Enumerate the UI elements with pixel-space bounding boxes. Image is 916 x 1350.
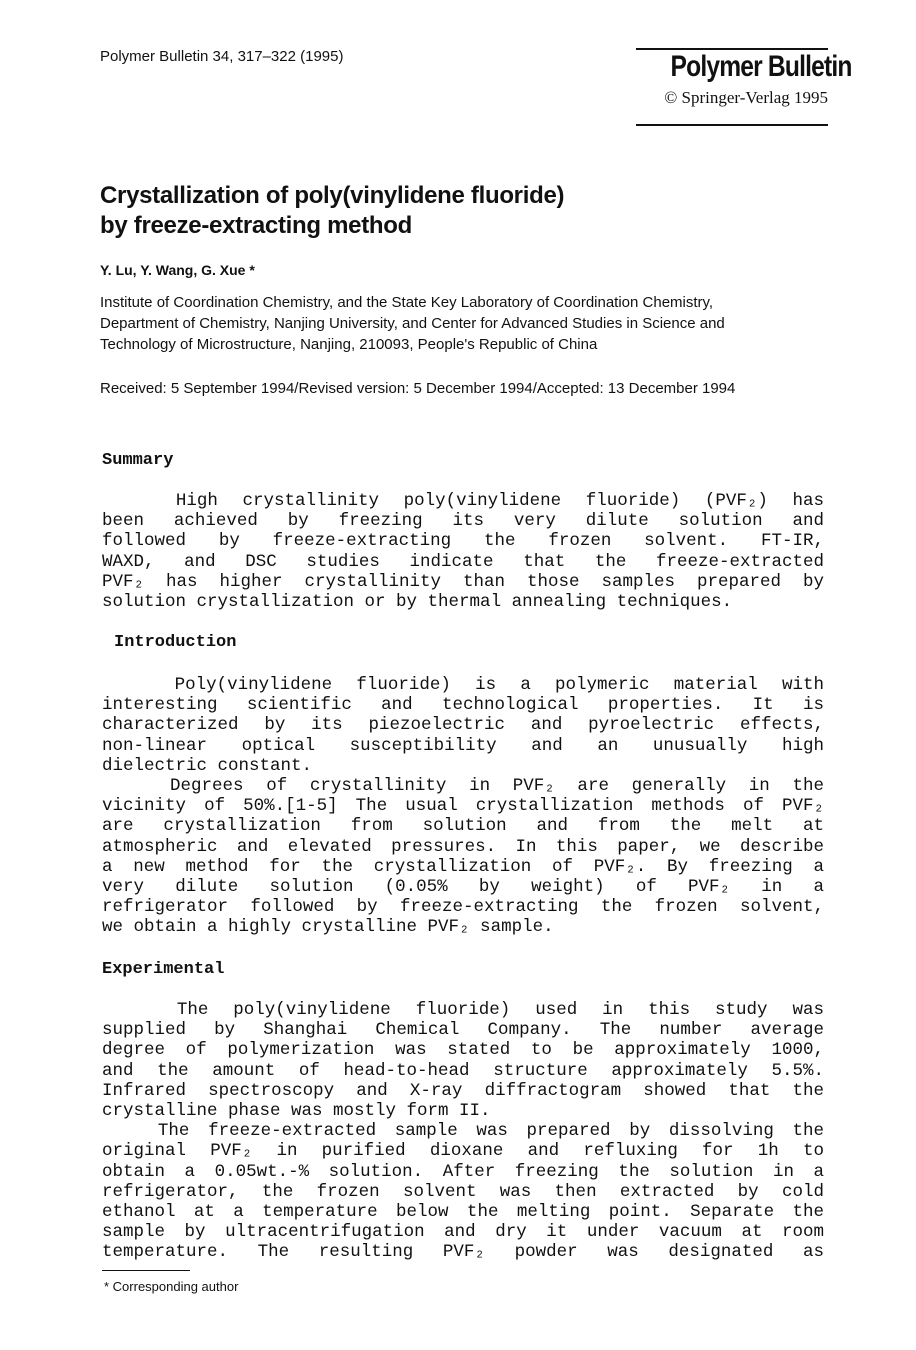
text-line: ethanol at a temperature below the melting point. Separate the xyxy=(102,1201,824,1222)
text-line: WAXD, and DSC studies indicate that the freeze-extracted xyxy=(102,551,824,572)
text-line: vicinity of 50%.[1-5] The usual crystallization methods of PVF₂ xyxy=(102,796,824,817)
journal-citation: Polymer Bulletin 34, 317–322 (1995) xyxy=(100,48,344,65)
introduction-heading: Introduction xyxy=(114,633,237,652)
journal-name: Polymer Bulletin xyxy=(670,50,852,83)
text-line: very dilute solution (0.05% by weight) of PVF₂ in a xyxy=(102,876,824,897)
text-line: a new method for the crystallization of PVF₂. By freezing a xyxy=(102,856,824,877)
affiliation xyxy=(100,292,860,355)
article-title xyxy=(100,181,564,241)
footnote-rule xyxy=(102,1270,190,1271)
masthead-bottom-rule xyxy=(636,124,828,126)
text-line: atmospheric and elevated pressures. In this paper, we describe xyxy=(102,836,824,857)
text-line: PVF₂ has higher crystallinity than those samples prepared by xyxy=(102,571,824,592)
publisher-copyright: © Springer-Verlag 1995 xyxy=(664,88,828,107)
submission-dates: Received: 5 September 1994/Revised version: 5 December 1994/Accepted: 13 December 1994 xyxy=(100,380,736,397)
title-line: by freeze-extracting method xyxy=(100,212,412,239)
masthead-top-rule xyxy=(636,48,828,50)
text-line: refrigerator, the frozen solvent was then extracted by cold xyxy=(102,1181,824,1202)
text-line: characterized by its piezoelectric and pyroelectric effects, xyxy=(102,715,824,736)
text-line: and the amount of head-to-head structure approximately 5.5%. xyxy=(102,1060,824,1081)
text-line: followed by freeze-extracting the frozen solvent. FT-IR, xyxy=(102,531,824,552)
summary-heading: Summary xyxy=(102,451,174,470)
experimental-text xyxy=(102,1000,824,1262)
text-line: The poly(vinylidene fluoride) used in this study was xyxy=(102,1000,824,1020)
affiliation-line: Department of Chemistry, Nanjing University, and Center for Advanced Studies in Science and xyxy=(100,315,725,332)
text-line: obtain a 0.05wt.-% solution. After freezing the solution in a xyxy=(102,1161,824,1182)
text-line: degree of polymerization was stated to be approximately 1000, xyxy=(102,1040,824,1061)
text-line: supplied by Shanghai Chemical Company. The number average xyxy=(102,1020,824,1041)
title-line: Crystallization of poly(vinylidene fluoride) xyxy=(100,182,565,209)
affiliation-line: Technology of Microstructure, Nanjing, 210093, People's Republic of China xyxy=(100,336,598,353)
summary-text xyxy=(102,491,824,612)
journal-masthead xyxy=(636,50,852,108)
text-line: refrigerator followed by freeze-extracting the frozen solvent, xyxy=(102,897,824,918)
text-line: Poly(vinylidene fluoride) is a polymeric material with xyxy=(102,675,824,695)
text-line: we obtain a highly crystalline PVF₂ sample. xyxy=(102,917,554,938)
text-line: Degrees of crystallinity in PVF₂ are generally in the xyxy=(102,775,824,796)
footnote: * Corresponding author xyxy=(104,1279,239,1294)
text-line: interesting scientific and technological properties. It is xyxy=(102,695,824,716)
text-line: non-linear optical susceptibility and an unusually high xyxy=(102,735,824,756)
text-line: sample by ultracentrifugation and dry it under vacuum at room xyxy=(102,1222,824,1243)
text-line: crystalline phase was mostly form II. xyxy=(102,1100,491,1121)
text-line: original PVF₂ in purified dioxane and refluxing for 1h to xyxy=(102,1141,824,1162)
text-line: temperature. The resulting PVF₂ powder was designated as xyxy=(102,1242,824,1263)
text-line: Infrared spectroscopy and X-ray diffractogram showed that the xyxy=(102,1080,824,1101)
author-list: Y. Lu, Y. Wang, G. Xue * xyxy=(100,262,255,278)
text-line: High crystallinity poly(vinylidene fluoride) (PVF₂) has xyxy=(102,491,824,511)
text-line: are crystallization from solution and from the melt at xyxy=(102,816,824,837)
text-line: solution crystallization or by thermal annealing techniques. xyxy=(102,591,733,612)
text-line: been achieved by freezing its very dilute solution and xyxy=(102,511,824,532)
text-line: dielectric constant. xyxy=(102,755,313,776)
introduction-text xyxy=(102,675,824,937)
experimental-heading: Experimental xyxy=(102,960,225,979)
text-line: The freeze-extracted sample was prepared by dissolving the xyxy=(102,1121,824,1142)
affiliation-line: Institute of Coordination Chemistry, and the State Key Laboratory of Coordination Chemistry, xyxy=(100,294,714,311)
